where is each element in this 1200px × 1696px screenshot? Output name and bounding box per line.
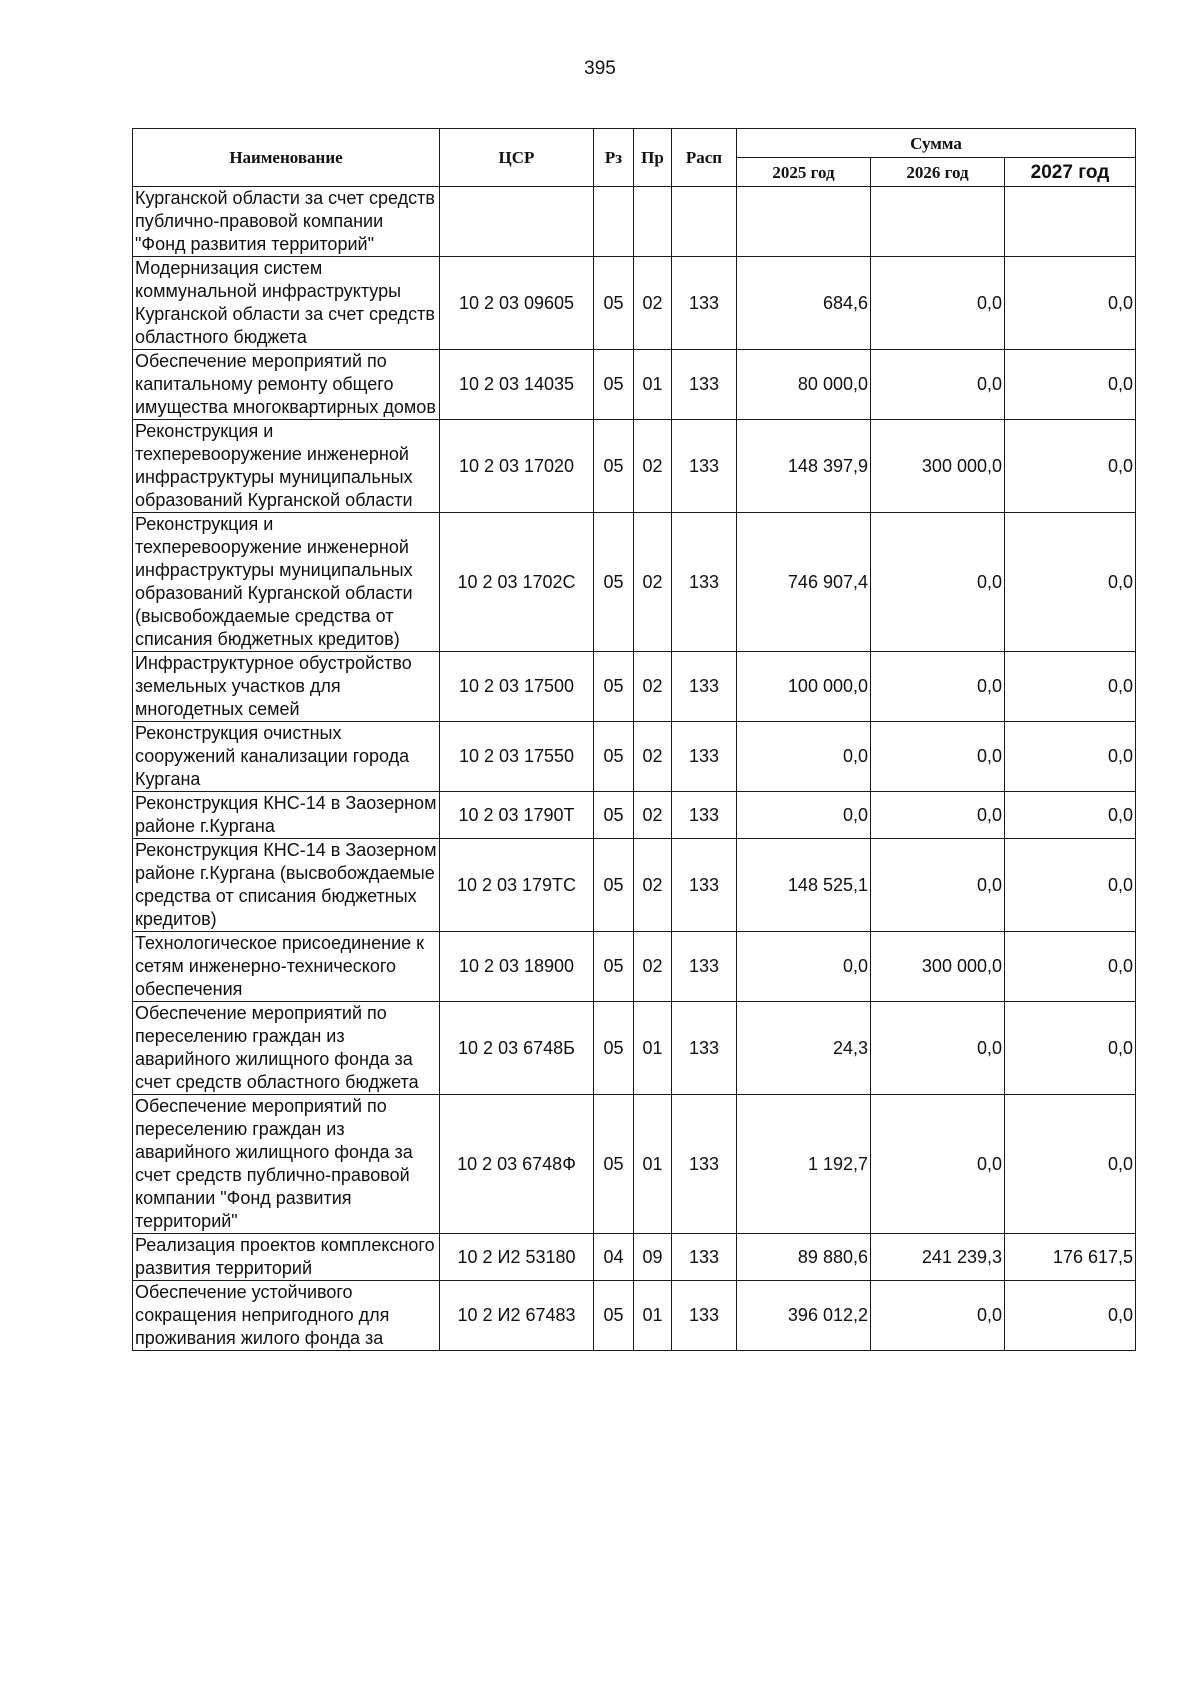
cell-name: Реконструкция очистных сооружений канализации города Кургана	[133, 722, 440, 792]
cell-pr: 02	[634, 839, 672, 932]
cell-rasp: 133	[672, 350, 737, 420]
cell-sum-2026: 300 000,0	[871, 420, 1005, 513]
cell-rz: 05	[594, 1281, 634, 1351]
cell-pr: 02	[634, 513, 672, 652]
cell-csr: 10 2 03 18900	[440, 932, 594, 1002]
table-body	[133, 187, 1136, 1351]
cell-name: Курганской области за счет средств публично-правовой компании "Фонд развития территорий"	[133, 187, 440, 257]
header-year-2026: 2026 год	[871, 158, 1005, 187]
cell-sum-2027: 0,0	[1005, 350, 1136, 420]
cell-sum-2027: 0,0	[1005, 1095, 1136, 1234]
header-year-2027: 2027 год	[1005, 158, 1136, 187]
cell-sum-2026: 0,0	[871, 1002, 1005, 1095]
table-row	[133, 1234, 1136, 1281]
cell-sum-2027: 0,0	[1005, 257, 1136, 350]
header-name: Наименование	[133, 129, 440, 187]
cell-sum-2025: 1 192,7	[737, 1095, 871, 1234]
cell-sum-2027: 0,0	[1005, 652, 1136, 722]
cell-rz: 05	[594, 932, 634, 1002]
header-rz: Рз	[594, 129, 634, 187]
cell-sum-2026: 241 239,3	[871, 1234, 1005, 1281]
table-row	[133, 792, 1136, 839]
cell-csr: 10 2 03 1702С	[440, 513, 594, 652]
cell-name: Реконструкция КНС-14 в Заозерном районе г.Кургана	[133, 792, 440, 839]
cell-rasp	[672, 187, 737, 257]
cell-sum-2026: 0,0	[871, 1095, 1005, 1234]
cell-pr: 02	[634, 257, 672, 350]
cell-sum-2025: 0,0	[737, 792, 871, 839]
cell-name: Технологическое присоединение к сетям инженерно-технического обеспечения	[133, 932, 440, 1002]
cell-rasp: 133	[672, 1095, 737, 1234]
cell-sum-2025: 684,6	[737, 257, 871, 350]
cell-rasp: 133	[672, 722, 737, 792]
table-row	[133, 722, 1136, 792]
header-rasp: Расп	[672, 129, 737, 187]
cell-pr: 02	[634, 932, 672, 1002]
cell-rasp: 133	[672, 1281, 737, 1351]
cell-rasp: 133	[672, 420, 737, 513]
header-csr: ЦСР	[440, 129, 594, 187]
cell-sum-2027: 176 617,5	[1005, 1234, 1136, 1281]
cell-name: Реконструкция КНС-14 в Заозерном районе г.Кургана (высвобождаемые средства от списания бюджетных кредитов)	[133, 839, 440, 932]
cell-csr: 10 2 И2 53180	[440, 1234, 594, 1281]
cell-name: Реконструкция и техперевооружение инженерной инфраструктуры муниципальных образований Курганской области	[133, 420, 440, 513]
cell-csr: 10 2 03 17550	[440, 722, 594, 792]
cell-sum-2025: 396 012,2	[737, 1281, 871, 1351]
cell-csr: 10 2 И2 67483	[440, 1281, 594, 1351]
cell-name: Модернизация систем коммунальной инфраструктуры Курганской области за счет средств областного бюджета	[133, 257, 440, 350]
cell-sum-2026	[871, 187, 1005, 257]
table-row	[133, 420, 1136, 513]
header-sum: Сумма	[737, 129, 1136, 158]
table-row	[133, 652, 1136, 722]
cell-sum-2025: 100 000,0	[737, 652, 871, 722]
cell-csr: 10 2 03 6748Ф	[440, 1095, 594, 1234]
cell-rasp: 133	[672, 652, 737, 722]
cell-rz: 05	[594, 652, 634, 722]
cell-name: Обеспечение мероприятий по капитальному ремонту общего имущества многоквартирных домов	[133, 350, 440, 420]
cell-csr: 10 2 03 179ТС	[440, 839, 594, 932]
cell-sum-2026: 0,0	[871, 350, 1005, 420]
cell-sum-2025: 24,3	[737, 1002, 871, 1095]
cell-rasp: 133	[672, 257, 737, 350]
cell-name: Реконструкция и техперевооружение инженерной инфраструктуры муниципальных образований Курганской области (высвобождаемые средства от списания бюджетных кредитов)	[133, 513, 440, 652]
cell-rasp: 133	[672, 513, 737, 652]
cell-sum-2025	[737, 187, 871, 257]
header-pr: Пр	[634, 129, 672, 187]
cell-name: Обеспечение устойчивого сокращения непригодного для проживания жилого фонда за	[133, 1281, 440, 1351]
cell-sum-2026: 300 000,0	[871, 932, 1005, 1002]
cell-sum-2026: 0,0	[871, 257, 1005, 350]
cell-rasp: 133	[672, 932, 737, 1002]
cell-sum-2025: 746 907,4	[737, 513, 871, 652]
cell-csr: 10 2 03 14035	[440, 350, 594, 420]
cell-sum-2025: 89 880,6	[737, 1234, 871, 1281]
cell-rz: 05	[594, 839, 634, 932]
cell-rz: 05	[594, 420, 634, 513]
cell-pr: 01	[634, 1002, 672, 1095]
table-row	[133, 350, 1136, 420]
table-row	[133, 187, 1136, 257]
cell-pr: 01	[634, 1281, 672, 1351]
budget-table	[132, 128, 1136, 1351]
table-row	[133, 1281, 1136, 1351]
cell-csr: 10 2 03 17020	[440, 420, 594, 513]
cell-rz: 05	[594, 257, 634, 350]
page-number: 395	[584, 58, 616, 79]
cell-sum-2027: 0,0	[1005, 1002, 1136, 1095]
table-row	[133, 1095, 1136, 1234]
cell-pr: 02	[634, 792, 672, 839]
cell-pr: 01	[634, 1095, 672, 1234]
cell-rasp: 133	[672, 1234, 737, 1281]
table-row	[133, 513, 1136, 652]
header-year-2025: 2025 год	[737, 158, 871, 187]
cell-csr: 10 2 03 1790Т	[440, 792, 594, 839]
cell-sum-2026: 0,0	[871, 722, 1005, 792]
cell-sum-2027: 0,0	[1005, 839, 1136, 932]
cell-sum-2026: 0,0	[871, 652, 1005, 722]
cell-rz: 05	[594, 513, 634, 652]
cell-rz: 05	[594, 722, 634, 792]
table-header	[133, 129, 1136, 187]
cell-rz	[594, 187, 634, 257]
cell-rz: 05	[594, 1002, 634, 1095]
cell-pr: 02	[634, 420, 672, 513]
cell-csr	[440, 187, 594, 257]
cell-sum-2026: 0,0	[871, 839, 1005, 932]
cell-sum-2027: 0,0	[1005, 420, 1136, 513]
cell-csr: 10 2 03 6748Б	[440, 1002, 594, 1095]
table-row	[133, 932, 1136, 1002]
table-row	[133, 257, 1136, 350]
cell-sum-2027: 0,0	[1005, 513, 1136, 652]
cell-pr: 09	[634, 1234, 672, 1281]
cell-sum-2026: 0,0	[871, 792, 1005, 839]
cell-pr: 01	[634, 350, 672, 420]
cell-sum-2025: 148 397,9	[737, 420, 871, 513]
cell-sum-2025: 0,0	[737, 932, 871, 1002]
cell-name: Обеспечение мероприятий по переселению граждан из аварийного жилищного фонда за счет средств публично-правовой компании "Фонд развития территорий"	[133, 1095, 440, 1234]
cell-rz: 05	[594, 1095, 634, 1234]
cell-sum-2025: 80 000,0	[737, 350, 871, 420]
cell-name: Инфраструктурное обустройство земельных участков для многодетных семей	[133, 652, 440, 722]
cell-sum-2026: 0,0	[871, 513, 1005, 652]
cell-rasp: 133	[672, 792, 737, 839]
table-row	[133, 1002, 1136, 1095]
cell-sum-2027	[1005, 187, 1136, 257]
cell-pr: 02	[634, 722, 672, 792]
table-row	[133, 839, 1136, 932]
cell-sum-2027: 0,0	[1005, 932, 1136, 1002]
cell-sum-2027: 0,0	[1005, 1281, 1136, 1351]
cell-name: Обеспечение мероприятий по переселению граждан из аварийного жилищного фонда за счет средств областного бюджета	[133, 1002, 440, 1095]
cell-rz: 04	[594, 1234, 634, 1281]
cell-sum-2025: 0,0	[737, 722, 871, 792]
cell-rz: 05	[594, 350, 634, 420]
cell-rasp: 133	[672, 1002, 737, 1095]
cell-sum-2027: 0,0	[1005, 792, 1136, 839]
cell-sum-2026: 0,0	[871, 1281, 1005, 1351]
cell-name: Реализация проектов комплексного развития территорий	[133, 1234, 440, 1281]
cell-pr: 02	[634, 652, 672, 722]
cell-pr	[634, 187, 672, 257]
cell-rasp: 133	[672, 839, 737, 932]
cell-csr: 10 2 03 17500	[440, 652, 594, 722]
cell-rz: 05	[594, 792, 634, 839]
cell-csr: 10 2 03 09605	[440, 257, 594, 350]
cell-sum-2027: 0,0	[1005, 722, 1136, 792]
cell-sum-2025: 148 525,1	[737, 839, 871, 932]
